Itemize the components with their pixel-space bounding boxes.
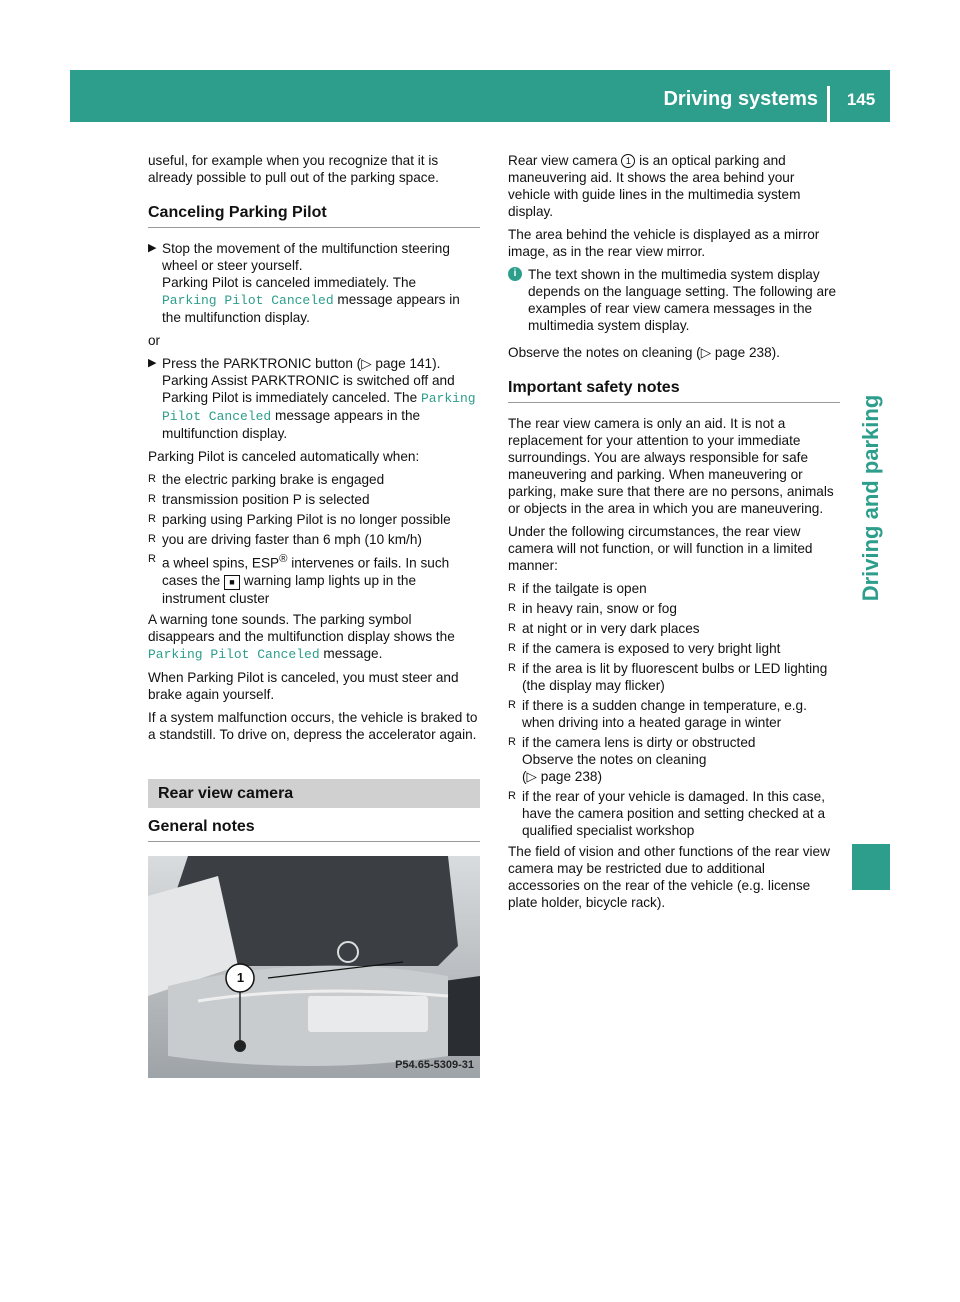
bullet-r-icon: R — [508, 790, 516, 802]
list-item-text: the electric parking brake is engaged — [162, 472, 385, 487]
or-text: or — [148, 333, 161, 348]
step-text: message appears in the multifunction display. — [162, 292, 460, 325]
intro-paragraph: useful, for example when you recognize that it is already possible to pull out of the parking space. — [148, 153, 439, 185]
car-rear-illustration — [148, 856, 480, 1078]
paragraph-text: A warning tone sounds. The parking symbol disappears and the multifunction display shows the — [148, 611, 455, 644]
list-item — [148, 551, 480, 607]
paragraph-text: is an optical parking and maneuvering aid. It shows the area behind your vehicle with guide lines in the multimedia system display. — [508, 153, 801, 219]
list-item-text: transmission position P is selected — [162, 492, 370, 507]
camera-callout-number: 1 — [236, 969, 245, 985]
paragraph-text: Observe the notes on cleaning ( — [508, 345, 701, 360]
side-tab-label: Driving and parking — [858, 394, 883, 602]
list-item — [148, 531, 480, 548]
list-item-text: intervenes or fails. In such cases the — [162, 555, 450, 588]
left-column — [148, 152, 480, 1078]
paragraph-text: The rear view camera is only an aid. It is not a replacement for your attention to your immediate surroundings. You are always responsible for safe maneuvering and parking. When maneuvering or parking, make sure that there are no persons, animals or objects in the area in which you are maneuvering. — [508, 416, 834, 516]
bullet-r-icon: R — [148, 493, 156, 505]
step-arrow-icon: ▶ — [148, 357, 157, 369]
step-item — [148, 240, 480, 326]
paragraph-text: Rear view camera — [508, 153, 618, 168]
right-column — [508, 152, 840, 917]
step-text: Parking Pilot is canceled immediately. The — [162, 275, 417, 290]
bullet-r-icon: R — [508, 736, 516, 748]
list-item-text: in heavy rain, snow or fog — [522, 601, 677, 616]
list-item-text: if the tailgate is open — [522, 581, 647, 596]
list-item-text: if the rear of your vehicle is damaged. In this case, have the camera position and setting checked at a qualified specialist workshop — [522, 789, 826, 838]
list-item-text: if the camera is exposed to very bright light — [522, 641, 781, 656]
header-bar — [70, 70, 890, 122]
display-message: Parking Pilot Canceled — [148, 646, 320, 662]
paragraph-text: When Parking Pilot is canceled, you must steer and brake again yourself. — [148, 669, 459, 702]
info-note — [508, 266, 840, 334]
bullet-r-icon: R — [148, 553, 156, 565]
registered-mark: ® — [279, 553, 288, 565]
step-text: message appears in the multifunction display. — [162, 408, 421, 441]
bullet-r-icon: R — [508, 662, 516, 674]
paragraph-text: The area behind the vehicle is displayed as a mirror image, as in the rear view mirror. — [508, 227, 820, 259]
page-reference[interactable]: ▷ page 238 — [700, 345, 772, 360]
safety-notes-heading: Important safety notes — [508, 379, 840, 403]
list-item-text: if the camera lens is dirty or obstructed — [522, 735, 756, 750]
list-item — [508, 580, 840, 597]
bullet-r-icon: R — [148, 513, 156, 525]
paragraph-text: ). — [771, 345, 780, 360]
list-item — [508, 788, 840, 839]
list-item-text: warning lamp lights up in the instrument cluster — [162, 572, 417, 606]
list-item-text: a wheel spins, ESP — [162, 555, 280, 571]
callout-number-icon: 1 — [621, 154, 635, 168]
paragraph-text: message. — [323, 645, 383, 661]
bullet-r-icon: R — [508, 582, 516, 594]
rear-camera-photo — [148, 856, 480, 1078]
step-item — [148, 355, 480, 442]
list-item — [508, 600, 840, 617]
section-title: Driving systems — [663, 88, 818, 110]
list-item — [508, 660, 840, 694]
display-message: Parking Pilot Canceled — [162, 391, 476, 424]
step-text: ). Parking Assist PARKTRONIC is switched off and Parking Pilot is immediately canceled. — [162, 356, 455, 405]
step-text: Press the PARKTRONIC button ( — [162, 356, 362, 371]
bullet-r-icon: R — [508, 699, 516, 711]
header-divider — [827, 86, 830, 122]
info-icon: i — [508, 267, 522, 281]
step-text: Stop the movement of the multifunction steering wheel or steer yourself. — [162, 241, 450, 273]
page-number: 145 — [846, 90, 876, 109]
list-item-text: if there is a sudden change in temperature, e.g. when driving into a heated garage in winter — [522, 698, 807, 730]
bullet-r-icon: R — [148, 533, 156, 545]
car-skid-warning-icon: ■ — [224, 575, 240, 590]
list-item — [148, 471, 480, 488]
list-item-text: at night or in very dark places — [522, 621, 700, 636]
side-tab — [852, 258, 890, 738]
bullet-r-icon: R — [148, 473, 156, 485]
list-item — [508, 620, 840, 637]
rear-view-camera-heading: Rear view camera — [148, 779, 480, 808]
list-item — [508, 734, 840, 785]
canceling-heading: Canceling Parking Pilot — [148, 204, 480, 228]
bullet-r-icon: R — [508, 602, 516, 614]
bullet-r-icon: R — [508, 642, 516, 654]
page-reference[interactable]: ▷ page 141 — [361, 356, 433, 371]
paragraph-text: The field of vision and other functions of the rear view camera may be restricted due to additional accessories on the rear of the vehicle (e.g. license plate holder, bicycle rack). — [508, 844, 830, 910]
list-item-text: parking using Parking Pilot is no longer possible — [162, 512, 451, 527]
side-tab-marker — [852, 844, 890, 890]
bullet-r-icon: R — [508, 622, 516, 634]
auto-cancel-intro: Parking Pilot is canceled automatically when: — [148, 449, 420, 464]
info-text: The text shown in the multimedia system display depends on the language setting. The following are examples of rear view camera messages in the multimedia system display. — [528, 267, 837, 333]
image-reference-code: P54.65-5309-31 — [395, 1058, 474, 1071]
general-notes-heading: General notes — [148, 818, 480, 842]
list-item — [148, 511, 480, 528]
paragraph-text: Under the following circumstances, the rear view camera will not function, or will function in a limited manner: — [508, 524, 813, 573]
list-item — [508, 640, 840, 657]
paragraph-text: If a system malfunction occurs, the vehicle is braked to a standstill. To drive on, depress the accelerator again. — [148, 709, 478, 742]
display-message: Parking Pilot Canceled — [162, 293, 334, 308]
list-item-text: if the area is lit by fluorescent bulbs or LED lighting (the display may flicker) — [522, 661, 828, 693]
page-reference[interactable]: (▷ page 238) — [522, 769, 602, 784]
list-item — [508, 697, 840, 731]
list-item-text: Observe the notes on cleaning — [522, 752, 707, 767]
step-text: The — [393, 390, 418, 405]
list-item — [148, 491, 480, 508]
list-item-text: you are driving faster than 6 mph (10 km/h) — [162, 532, 422, 547]
step-arrow-icon: ▶ — [148, 242, 157, 254]
